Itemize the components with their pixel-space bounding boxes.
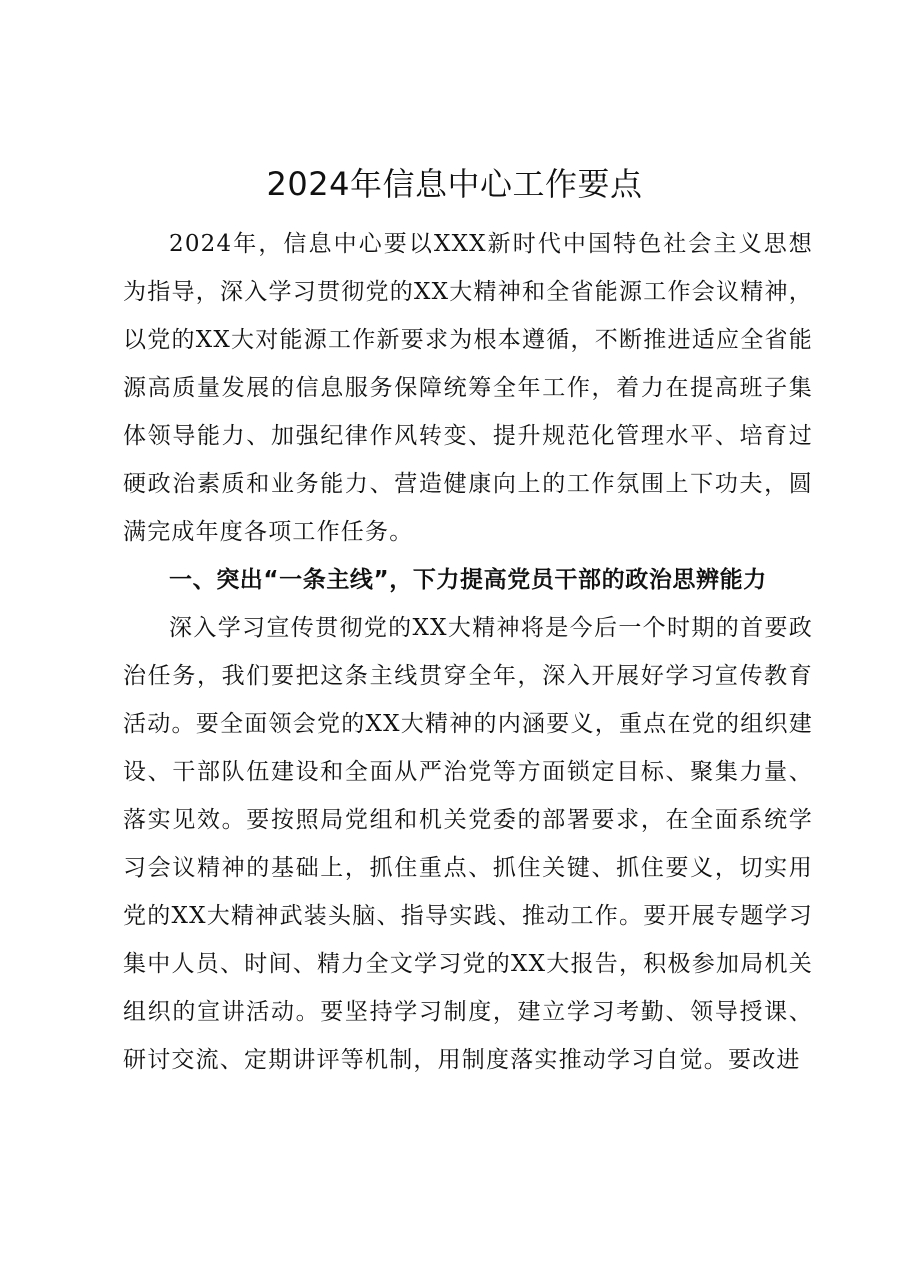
section-heading-1: 一、突出“一条主线”，下力提高党员干部的政治思辨能力 [169,567,767,593]
intro-paragraph: 2024年，信息中心要以XXX新时代中国特色社会主义思想为指导，深入学习贯彻党的XX大精神和全省能源工作会议精神，以党的XX大对能源工作新要求为根本遵循，不断推进适应全省能源高质量发展的信息服务保障统筹全年工作，着力在提高班子集体领导能力、加强纪律作风转变、提升规范化管理水平、培育过硬政治素质和业务能力、营造健康向上的工作氛围上下功夫，圆满完成年度各项工作任务。 [123,231,813,545]
document-body [123,220,813,1084]
section-1-paragraph: 深入学习宣传贯彻党的XX大精神将是今后一个时期的首要政治任务，我们要把这条主线贯穿全年，深入开展好学习宣传教育活动。要全面领会党的XX大精神的内涵要义，重点在党的组织建设、干部队伍建设和全面从严治党等方面锁定目标、聚集力量、落实见效。要按照局党组和机关党委的部署要求，在全面系统学习会议精神的基础上，抓住重点、抓住关键、抓住要义，切实用党的XX大精神武装头脑、指导实践、推动工作。要开展专题学习集中人员、时间、精力全文学习党的XX大报告，积极参加局机关组织的宣讲活动。要坚持学习制度，建立学习考勤、领导授课、研讨交流、定期讲评等机制，用制度落实推动学习自觉。要改进 [123,615,813,1073]
document-title: 2024年信息中心工作要点 [266,165,643,203]
